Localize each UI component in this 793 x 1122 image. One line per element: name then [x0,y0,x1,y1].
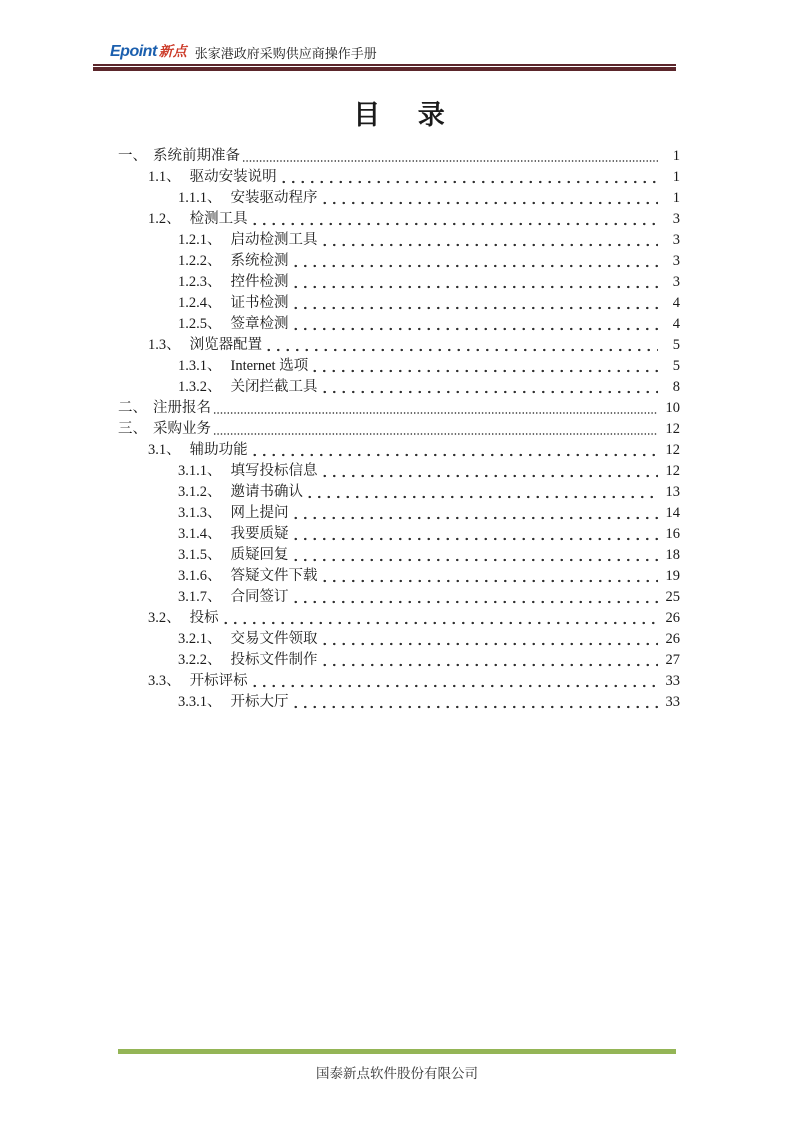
toc-entry-page: 12 [665,421,680,437]
toc-entry-label: 检测工具 [189,211,248,227]
header-divider [93,64,676,71]
toc-leader-dots [320,663,659,667]
toc-entry-label: 驱动安装说明 [189,169,277,185]
toc-entry-page: 14 [665,505,680,521]
toc-entry-number: 3.2、 [148,610,181,626]
header-divider-thin-line [93,64,676,66]
epoint-logo [110,44,187,60]
toc-entry-label: 邀请书确认 [230,484,303,500]
toc-entry-label: 系统前期准备 [153,148,240,164]
toc-entry-label: 控件检测 [230,274,289,290]
toc-entry-page: 26 [665,610,680,626]
toc-entry-page: 3 [672,253,680,269]
toc-entry [118,208,680,229]
toc-leader-dots [221,621,658,625]
toc-leader-dots [242,159,658,163]
toc-entry-number: 一、 [118,148,147,164]
toc-leader-dots [305,495,658,499]
toc-entry-number: 三、 [118,421,147,437]
toc-entry [118,292,680,313]
toc-entry-number: 3.1.1、 [178,463,222,479]
header-line [93,34,676,60]
toc-entry-page: 3 [672,274,680,290]
toc-entry-number: 1.2、 [148,211,181,227]
toc-entry-label: 安装驱动程序 [230,190,318,206]
page-footer [118,1049,676,1082]
toc-entry [118,565,680,586]
toc-entry-label: 系统检测 [230,253,289,269]
toc-entry-page: 10 [665,400,680,416]
toc-entry-page: 27 [665,652,680,668]
toc-list [118,145,680,712]
toc-entry [118,523,680,544]
toc-entry-label: 我要质疑 [230,526,289,542]
toc-entry-label: 投标 [189,610,219,626]
toc-leader-dots [320,243,659,247]
toc-leader-dots [291,306,659,310]
toc-entry [118,166,680,187]
toc-entry-number: 3.2.1、 [178,631,222,647]
toc-entry-page: 5 [672,358,680,374]
toc-entry [118,250,680,271]
toc-entry [118,460,680,481]
toc-entry-page: 18 [665,547,680,563]
toc-entry-number: 3.1.6、 [178,568,222,584]
toc-entry-label: Internet 选项 [230,358,309,374]
toc-entry [118,481,680,502]
toc-entry-label: 证书检测 [230,295,289,311]
toc-entry-label: 辅助功能 [189,442,248,458]
toc-entry-label: 填写投标信息 [230,463,318,479]
toc-entry-label: 网上提问 [230,505,289,521]
toc-entry-page: 25 [665,589,680,605]
toc-entry-number: 二、 [118,400,147,416]
toc-leader-dots [213,432,658,436]
toc-entry-label: 注册报名 [153,400,211,416]
toc-entry [118,502,680,523]
toc-leader-dots [250,453,658,457]
toc-entry-label: 答疑文件下载 [230,568,318,584]
toc-entry-page: 3 [672,211,680,227]
toc-leader-dots [291,516,659,520]
toc-leader-dots [250,684,658,688]
toc-leader-dots [291,264,659,268]
logo-epoint-text: Epoint [110,43,157,60]
toc-entry [118,670,680,691]
toc-entry-page: 19 [665,568,680,584]
toc-entry [118,271,680,292]
toc-entry [118,649,680,670]
toc-leader-dots [320,579,659,583]
toc-entry-label: 启动检测工具 [230,232,318,248]
toc-entry-number: 1.3.1、 [178,358,222,374]
toc-entry-page: 1 [672,169,680,185]
toc-entry-label: 开标评标 [189,673,248,689]
toc-entry [118,628,680,649]
toc-entry-number: 3.3、 [148,673,181,689]
toc-leader-dots [320,201,659,205]
toc-leader-dots [291,558,659,562]
toc-entry [118,376,680,397]
toc-leader-dots [213,411,658,415]
toc-entry-page: 5 [672,337,680,353]
toc-entry-page: 1 [672,190,680,206]
toc-entry [118,544,680,565]
page-header [93,34,676,71]
toc-entry [118,607,680,628]
toc-entry-page: 13 [665,484,680,500]
header-divider-thick-line [93,67,676,71]
toc-leader-dots [279,180,658,184]
toc-entry [118,229,680,250]
toc-entry-number: 1.3.2、 [178,379,222,395]
toc-leader-dots [291,285,659,289]
toc-entry-page: 12 [665,463,680,479]
toc-entry-page: 4 [672,316,680,332]
toc-entry-number: 3.1、 [148,442,181,458]
toc-title: 目 录 [353,100,445,130]
toc-entry-page: 16 [665,526,680,542]
footer-divider [118,1049,676,1054]
toc-entry-page: 12 [665,442,680,458]
toc-leader-dots [320,390,659,394]
toc-entry [118,418,680,439]
toc-entry-number: 3.1.7、 [178,589,222,605]
toc-leader-dots [264,348,658,352]
logo-xindian-text: 新点 [158,43,187,59]
toc-leader-dots [320,642,659,646]
toc-entry [118,145,680,166]
toc-entry-number: 3.1.3、 [178,505,222,521]
toc-entry-number: 1.1.1、 [178,190,222,206]
toc-entry-number: 1.1、 [148,169,181,185]
toc-entry [118,397,680,418]
toc-entry-page: 3 [672,232,680,248]
toc-entry-page: 33 [665,694,680,710]
toc-entry [118,355,680,376]
table-of-contents [118,97,680,712]
toc-entry-label: 质疑回复 [230,547,289,563]
toc-entry-label: 合同签订 [230,589,289,605]
toc-entry-label: 交易文件领取 [230,631,318,647]
toc-entry-number: 1.2.2、 [178,253,222,269]
toc-entry-number: 3.1.2、 [178,484,222,500]
toc-entry-number: 3.1.4、 [178,526,222,542]
toc-entry-number: 1.2.4、 [178,295,222,311]
toc-entry-label: 采购业务 [153,421,211,437]
toc-entry-number: 3.2.2、 [178,652,222,668]
toc-leader-dots [291,705,659,709]
toc-entry-label: 浏览器配置 [189,337,263,353]
toc-entry-page: 26 [665,631,680,647]
toc-entry [118,334,680,355]
toc-leader-dots [250,222,658,226]
toc-leader-dots [291,327,659,331]
document-title: 张家港政府采购供应商操作手册 [194,46,377,61]
toc-entry-number: 1.2.5、 [178,316,222,332]
toc-entry-label: 关闭拦截工具 [230,379,318,395]
toc-entry-number: 1.2.3、 [178,274,222,290]
toc-entry-page: 4 [672,295,680,311]
toc-entry-page: 8 [672,379,680,395]
toc-entry [118,586,680,607]
toc-leader-dots [320,474,659,478]
toc-entry [118,439,680,460]
toc-entry-number: 3.1.5、 [178,547,222,563]
toc-entry-number: 1.2.1、 [178,232,222,248]
toc-entry-label: 投标文件制作 [230,652,318,668]
toc-entry-number: 3.3.1、 [178,694,222,710]
toc-entry-page: 1 [672,148,680,164]
toc-entry [118,691,680,712]
toc-leader-dots [291,537,659,541]
toc-leader-dots [291,600,659,604]
toc-entry-number: 1.3、 [148,337,181,353]
toc-entry-label: 开标大厅 [230,694,289,710]
toc-leader-dots [310,369,658,373]
toc-entry-page: 33 [665,673,680,689]
company-name: 国泰新点软件股份有限公司 [316,1066,478,1081]
toc-entry-label: 签章检测 [230,316,289,332]
toc-entry [118,187,680,208]
toc-entry [118,313,680,334]
